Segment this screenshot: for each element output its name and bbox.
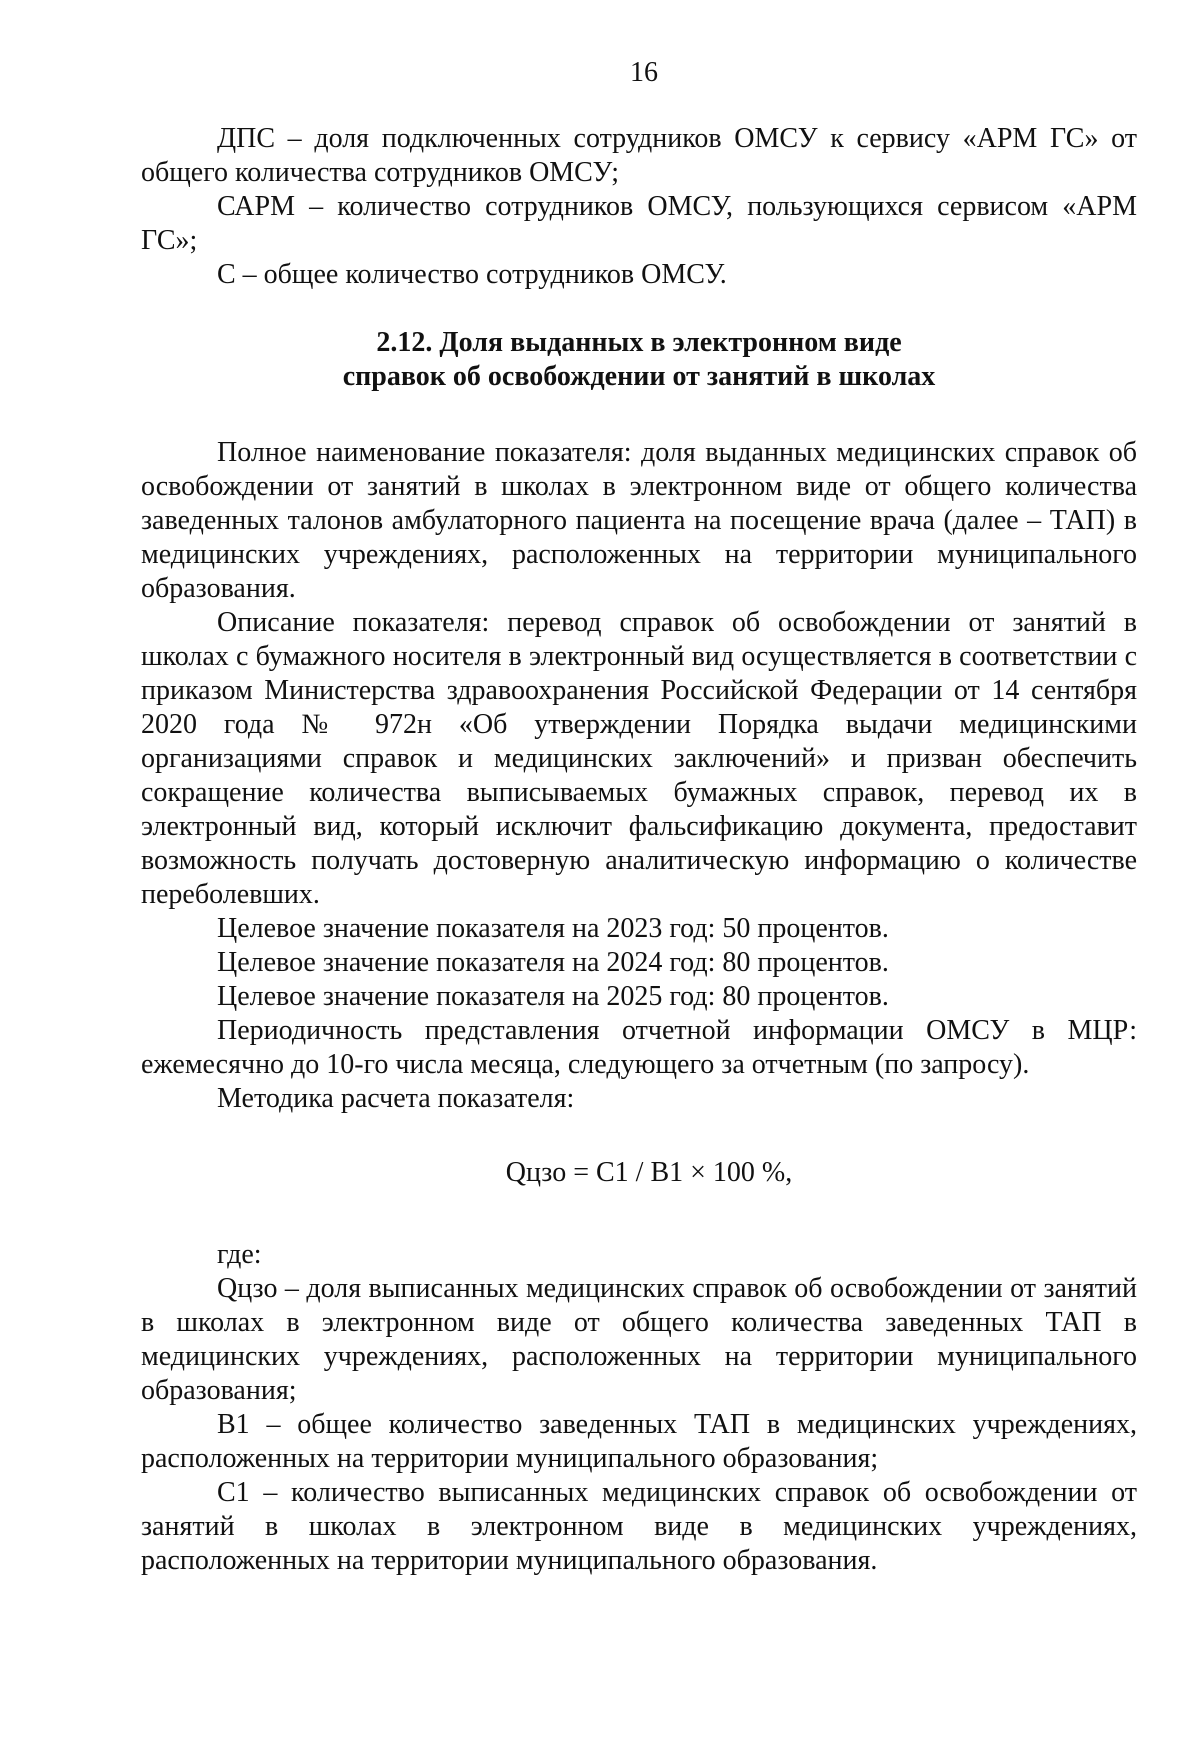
- page-content: [141, 56, 1137, 1578]
- body-paragraph: Периодичность представления отчетной информации ОМСУ в МЦР: ежемесячно до 10-го числа месяца, следующего за отчетным (по запросу).: [141, 1015, 1137, 1080]
- intro-paragraph: САРМ – количество сотрудников ОМСУ, пользующихся сервисом «АРМ ГС»;: [141, 191, 1137, 256]
- section-heading: [141, 326, 1137, 394]
- definition-paragraph: В1 – общее количество заведенных ТАП в медицинских учреждениях, расположенных на территории муниципального образования;: [141, 1409, 1137, 1474]
- page-number: 16: [630, 57, 658, 88]
- body-paragraph: Методика расчета показателя:: [217, 1083, 575, 1114]
- definition-paragraph: С1 – количество выписанных медицинских справок об освобождении от занятий в школах в электронном виде в медицинских учреждениях, расположенных на территории муниципального образования.: [141, 1477, 1137, 1576]
- body-paragraph: Полное наименование показателя: доля выданных медицинских справок об освобождении от занятий в школах в электронном виде от общего количества заведенных талонов амбулаторного пациента на посещение врача (далее – ТАП) в медицинских учреждениях, расположенных на территории муниципального образования.: [141, 437, 1137, 604]
- section-heading-line: 2.12. Доля выданных в электронном виде: [376, 327, 902, 358]
- formula: Qцзо = С1 / В1 × 100 %,: [505, 1157, 793, 1188]
- section-heading-line: справок об освобождении от занятий в школах: [342, 361, 936, 392]
- body-paragraph: Целевое значение показателя на 2023 год: 50 процентов.: [217, 913, 889, 944]
- definition-paragraph: Qцзо – доля выписанных медицинских справок об освобождении от занятий в школах в электронном виде от общего количества заведенных ТАП в медицинских учреждениях, расположенных на территории муниципального образования;: [141, 1273, 1137, 1406]
- body-paragraph: Целевое значение показателя на 2024 год: 80 процентов.: [217, 947, 889, 978]
- intro-paragraph: С – общее количество сотрудников ОМСУ.: [217, 259, 727, 290]
- where-label: где:: [217, 1239, 262, 1270]
- body-paragraph: Целевое значение показателя на 2025 год: 80 процентов.: [217, 981, 889, 1012]
- intro-paragraph: ДПС – доля подключенных сотрудников ОМСУ к сервису «АРМ ГС» от общего количества сотрудников ОМСУ;: [141, 123, 1137, 188]
- body-paragraph: Описание показателя: перевод справок об освобождении от занятий в школах с бумажного носителя в электронный вид осуществляется в соответствии с приказом Министерства здравоохранения Российской Федерации от 14 сентября 2020 года № 972н «Об утверждении Порядка выдачи медицинскими организациями справок и медицинских заключений» и призван обеспечить сокращение количества выписываемых бумажных справок, перевод их в электронный вид, который исключит фальсификацию документа, предоставит возможность получать достоверную аналитическую информацию о количестве переболевших.: [141, 607, 1137, 910]
